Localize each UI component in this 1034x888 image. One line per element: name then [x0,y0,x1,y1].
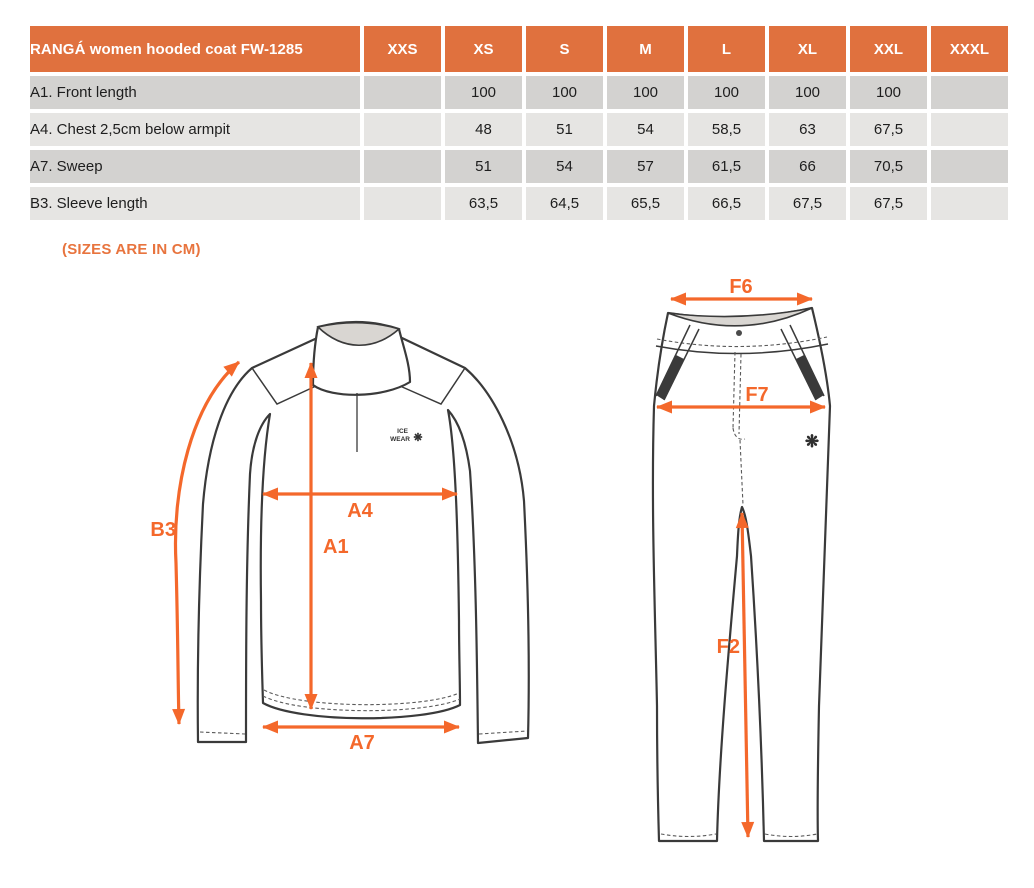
cell-value: 100 [769,76,846,109]
column-header-xxl: XXL [850,26,927,72]
b3-label: B3 [150,519,176,541]
cell-value: 70,5 [850,150,927,183]
cell-value: 63 [769,113,846,146]
cell-value: 64,5 [526,187,603,220]
pants-drawing [653,276,830,841]
column-header-xs: XS [445,26,522,72]
cell-value: 66,5 [688,187,765,220]
snowflake-icon: ❋ [804,432,820,451]
cell-value: 54 [607,113,684,146]
cell-value: 67,5 [769,187,846,220]
f7-label: F7 [745,384,769,406]
a7-label: A7 [349,732,375,754]
logo-text-bottom: WEAR [390,436,410,443]
measurement-label: A4. Chest 2,5cm below armpit [30,113,360,146]
jacket-drawing [150,322,528,754]
logo-text-top: ICE [397,428,408,435]
cell-value: 67,5 [850,187,927,220]
cell-value: 100 [607,76,684,109]
cell-value: 54 [526,150,603,183]
cell-value: 51 [445,150,522,183]
cell-value: 63,5 [445,187,522,220]
column-header-s: S [526,26,603,72]
measurement-label: A7. Sweep [30,150,360,183]
column-header-xxs: XXS [364,26,441,72]
f6-label: F6 [729,276,753,298]
measurement-label: A1. Front length [30,76,360,109]
f2-inseam-arrow [742,513,748,837]
a4-label: A4 [347,500,373,522]
cell-value: 66 [769,150,846,183]
cell-value: 100 [445,76,522,109]
snowflake-icon: ❋ [413,432,423,444]
waist-button [736,330,742,336]
a1-label: A1 [323,536,349,558]
cell-value: 57 [607,150,684,183]
product-title: RANGÁ women hooded coat FW-1285 [30,26,360,72]
cell-value: 65,5 [607,187,684,220]
cell-value: 48 [445,113,522,146]
column-header-l: L [688,26,765,72]
cell-value: 58,5 [688,113,765,146]
cell-value: 100 [526,76,603,109]
cell-value: 67,5 [850,113,927,146]
column-header-xl: XL [769,26,846,72]
f2-label: F2 [716,636,740,658]
column-header-m: M [607,26,684,72]
sizes-unit-note: (SIZES ARE IN CM) [62,241,201,258]
cell-value: 61,5 [688,150,765,183]
cell-value: 51 [526,113,603,146]
measurement-label: B3. Sleeve length [30,187,360,220]
column-header-xxxl: XXXL [931,26,1008,72]
cell-value: 100 [850,76,927,109]
cell-value: 100 [688,76,765,109]
